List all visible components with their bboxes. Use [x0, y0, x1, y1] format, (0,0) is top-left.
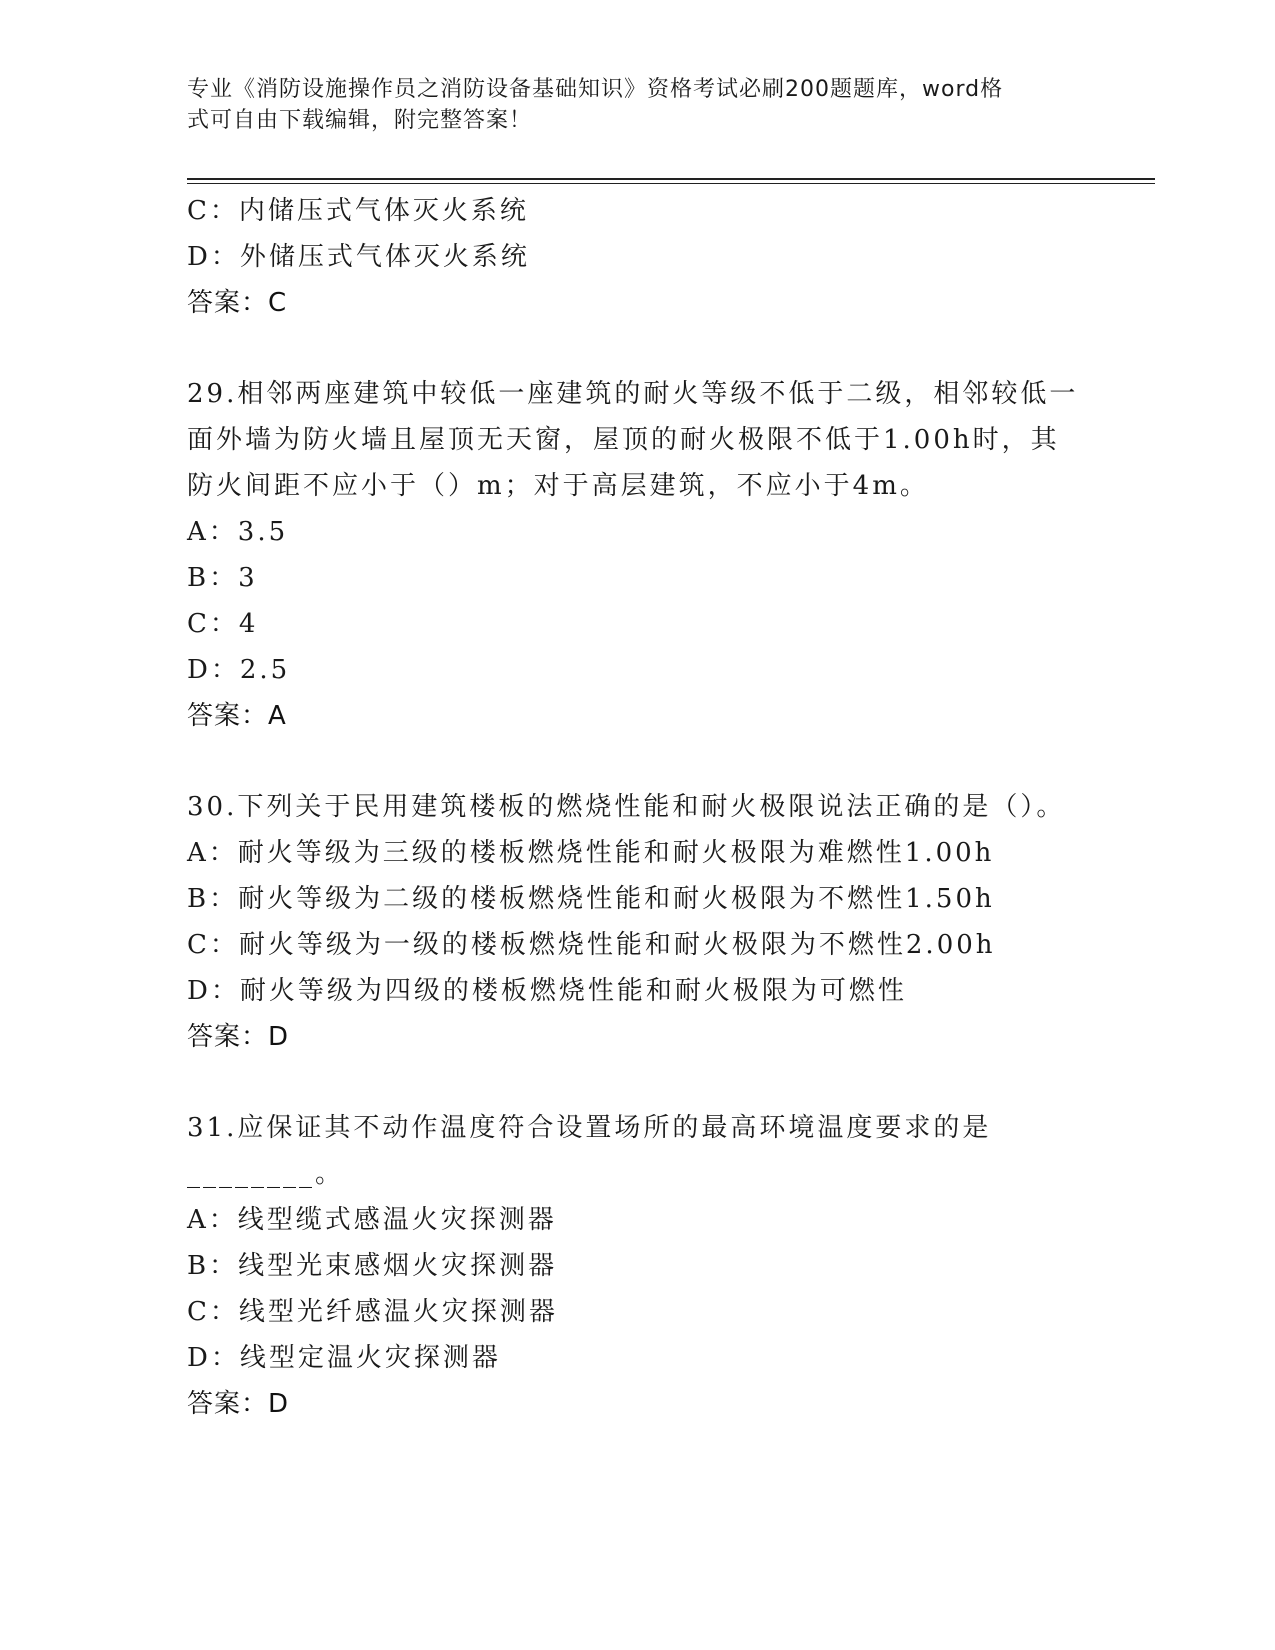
- question-stem: 面外墙为防火墙且屋顶无天窗，屋顶的耐火极限不低于1.00h时，其: [187, 425, 1060, 455]
- option-c: C：内储压式气体灭火系统: [187, 196, 529, 226]
- option-c: C：4: [187, 609, 259, 639]
- answer-line: 答案：D: [187, 1022, 290, 1052]
- answer-line: 答案：C: [187, 288, 288, 318]
- option-b: B：3: [187, 563, 258, 593]
- question-blank: ________。: [187, 1159, 345, 1189]
- question-list: [187, 188, 1087, 1427]
- question-29: [187, 371, 1087, 739]
- question-stem: 29.相邻两座建筑中较低一座建筑的耐火等级不低于二级，相邻较低一: [187, 379, 1079, 409]
- option-d: D：2.5: [187, 655, 291, 685]
- option-d: D：耐火等级为四级的楼板燃烧性能和耐火极限为可燃性: [187, 976, 907, 1006]
- question-31: [187, 1105, 1087, 1427]
- question-stem: 防火间距不应小于（）m；对于高层建筑，不应小于4m。: [187, 471, 929, 501]
- document-header: [187, 74, 1067, 136]
- question-30: [187, 784, 1087, 1060]
- header-line-1: 专业《消防设施操作员之消防设备基础知识》资格考试必刷200题题库，word格: [187, 77, 1004, 102]
- option-c: C：线型光纤感温火灾探测器: [187, 1297, 558, 1327]
- option-b: B：线型光束感烟火灾探测器: [187, 1251, 558, 1281]
- answer-line: 答案：A: [187, 701, 287, 731]
- option-a: A：耐火等级为三级的楼板燃烧性能和耐火极限为难燃性1.00h: [187, 838, 995, 868]
- option-a: A：3.5: [187, 517, 289, 547]
- option-d: D：线型定温火灾探测器: [187, 1343, 501, 1373]
- question-28-tail: [187, 188, 1087, 326]
- question-stem: 31.应保证其不动作温度符合设置场所的最高环境温度要求的是: [187, 1113, 992, 1143]
- header-rule-thick: [187, 178, 1155, 180]
- option-d: D：外储压式气体灭火系统: [187, 242, 530, 272]
- option-c: C：耐火等级为一级的楼板燃烧性能和耐火极限为不燃性2.00h: [187, 930, 996, 960]
- header-line-2: 式可自由下载编辑，附完整答案！: [187, 108, 533, 133]
- option-b: B：耐火等级为二级的楼板燃烧性能和耐火极限为不燃性1.50h: [187, 884, 995, 914]
- answer-line: 答案：D: [187, 1389, 290, 1419]
- question-stem: 30.下列关于民用建筑楼板的燃烧性能和耐火极限说法正确的是（）。: [187, 792, 1066, 822]
- header-rule-thin: [187, 183, 1155, 184]
- option-a: A：线型缆式感温火灾探测器: [187, 1205, 557, 1235]
